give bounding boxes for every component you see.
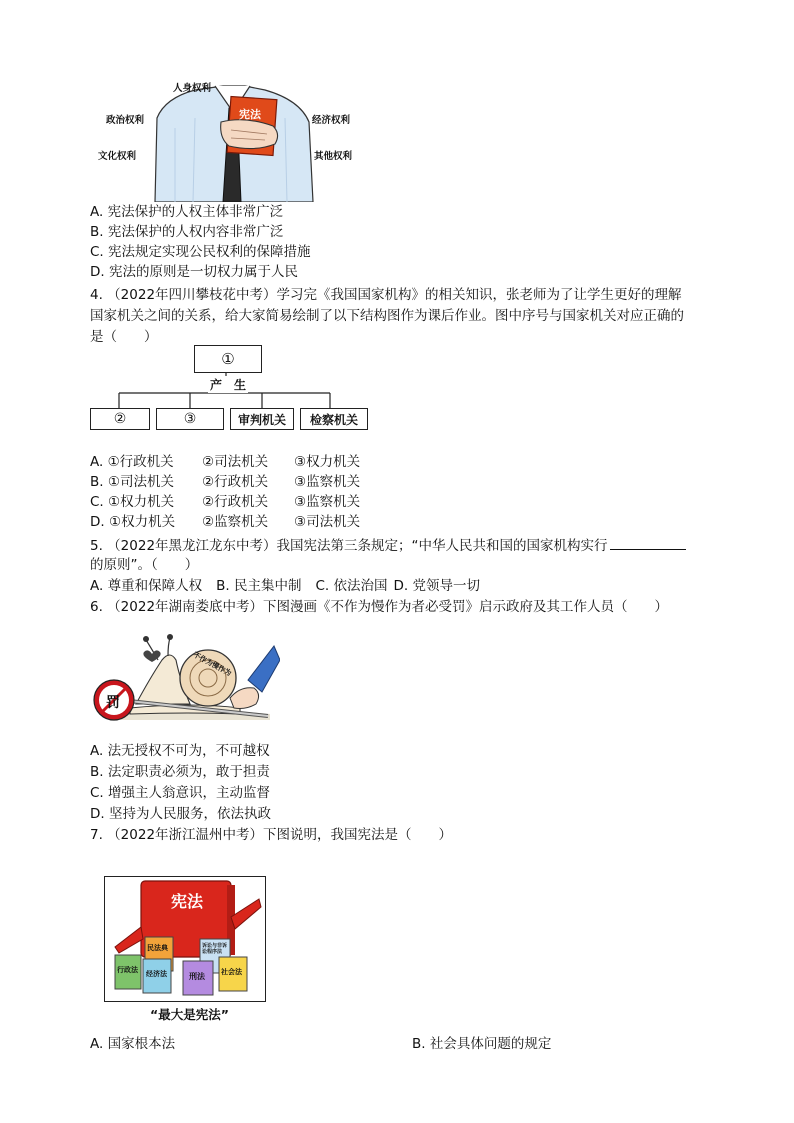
q6-cartoon — [90, 620, 280, 728]
q5-option-d[interactable]: D. 党领导一切 — [393, 578, 480, 594]
book-social-law: 社会法 — [221, 968, 242, 976]
shell-text: 不作为慢作为 — [191, 650, 233, 678]
diagram-top-box: ① — [194, 345, 262, 373]
q5-option-a[interactable]: A. 尊重和保障人权 — [90, 578, 203, 594]
label-personal-rights: 人身权利 — [173, 83, 212, 94]
figure-constitution-rights — [95, 78, 375, 202]
book-administrative-law: 行政法 — [117, 966, 138, 974]
q5-stem-line1 — [90, 535, 686, 556]
penalty-sign-text: 罚 — [106, 695, 120, 711]
q4-option-b[interactable] — [90, 472, 360, 492]
q6-option-d[interactable]: D. 坚持为人民服务，依法执政 — [90, 806, 271, 822]
q4-stem-line3: 是（ ） — [90, 329, 158, 345]
book-criminal-law: 刑法 — [189, 972, 205, 981]
q6-option-c[interactable]: C. 增强主人翁意识，主动监督 — [90, 785, 271, 801]
q4-d-part2: ②监察机关 — [202, 514, 269, 530]
q4-b-part2: ②行政机关 — [202, 474, 269, 490]
q4-a-part1: A. ①行政机关 — [90, 454, 174, 470]
book-procedure-law: 诉讼与非诉讼程序法 — [202, 943, 228, 955]
q4-b-part1: B. ①司法机关 — [90, 474, 174, 490]
q7-cartoon — [104, 876, 266, 1002]
q4-b-part3: ③监察机关 — [294, 474, 361, 490]
q3-option-a[interactable]: A. 宪法保护的人权主体非常广泛 — [90, 204, 284, 220]
diagram-box-procuratorate: 检察机关 — [300, 408, 368, 430]
label-other-rights: 其他权利 — [314, 151, 353, 162]
q5-option-c[interactable]: C. 依法治国 — [315, 578, 388, 594]
q5-options — [90, 576, 480, 596]
q6-option-a[interactable]: A. 法无授权不可为，不可越权 — [90, 743, 270, 759]
q4-option-a[interactable] — [90, 452, 360, 472]
q4-option-c[interactable] — [90, 492, 360, 512]
q4-c-part3: ③监察机关 — [294, 494, 361, 510]
q5-blank[interactable] — [610, 535, 686, 550]
q4-structure-diagram — [90, 345, 370, 431]
diagram-box-3: ③ — [156, 408, 224, 430]
diagram-box-judicial: 审判机关 — [230, 408, 294, 430]
big-book-title: 宪法 — [171, 892, 204, 911]
diagram-box-2: ② — [90, 408, 150, 430]
q4-stem-line2: 国家机关之间的关系，给大家简易绘制了以下结构图作为课后作业。图中序号与国家机关对应正确的 — [90, 308, 684, 324]
q7-option-a[interactable]: A. 国家根本法 — [90, 1036, 176, 1052]
constitution-person-illustration — [95, 78, 375, 202]
book-economic-law: 经济法 — [146, 970, 167, 978]
diagram-produce-label: 产 生 — [210, 378, 247, 392]
q7-option-b[interactable]: B. 社会具体问题的规定 — [412, 1036, 552, 1052]
q6-stem: 6. （2022年湖南娄底中考）下图漫画《不作为慢作为者必受罚》启示政府及其工作人员（ ） — [90, 599, 669, 615]
label-cultural-rights: 文化权利 — [98, 151, 137, 162]
book-civil-code: 民法典 — [147, 944, 168, 952]
q5-option-b[interactable]: B. 民主集中制 — [216, 578, 302, 594]
book-title: 宪法 — [239, 108, 261, 121]
q4-d-part3: ③司法机关 — [294, 514, 361, 530]
q5-stem-text: 5. （2022年黑龙江龙东中考）我国宪法第三条规定；“中华人民共和国的国家机构实行 — [90, 538, 608, 554]
label-political-rights: 政治权利 — [106, 115, 145, 126]
q3-option-c[interactable]: C. 宪法规定实现公民权利的保障措施 — [90, 244, 311, 260]
q4-c-part2: ②行政机关 — [202, 494, 269, 510]
q4-a-part3: ③权力机关 — [294, 454, 361, 470]
q4-a-part2: ②司法机关 — [202, 454, 269, 470]
q6-option-b[interactable]: B. 法定职责必须为，敢于担责 — [90, 764, 270, 780]
q7-stem: 7. （2022年浙江温州中考）下图说明，我国宪法是（ ） — [90, 827, 453, 843]
label-economic-rights: 经济权利 — [312, 115, 351, 126]
q3-option-d[interactable]: D. 宪法的原则是一切权力属于人民 — [90, 264, 298, 280]
q4-option-d[interactable] — [90, 512, 360, 532]
q7-caption: “最大是宪法” — [150, 1007, 229, 1022]
q5-stem-line2: 的原则”。（ ） — [90, 557, 199, 573]
q4-c-part1: C. ①权力机关 — [90, 494, 175, 510]
q4-d-part1: D. ①权力机关 — [90, 514, 176, 530]
q4-stem-line1: 4. （2022年四川攀枝花中考）学习完《我国国家机构》的相关知识，张老师为了让学生更好的理解 — [90, 287, 682, 303]
q3-option-b[interactable]: B. 宪法保护的人权内容非常广泛 — [90, 224, 284, 240]
